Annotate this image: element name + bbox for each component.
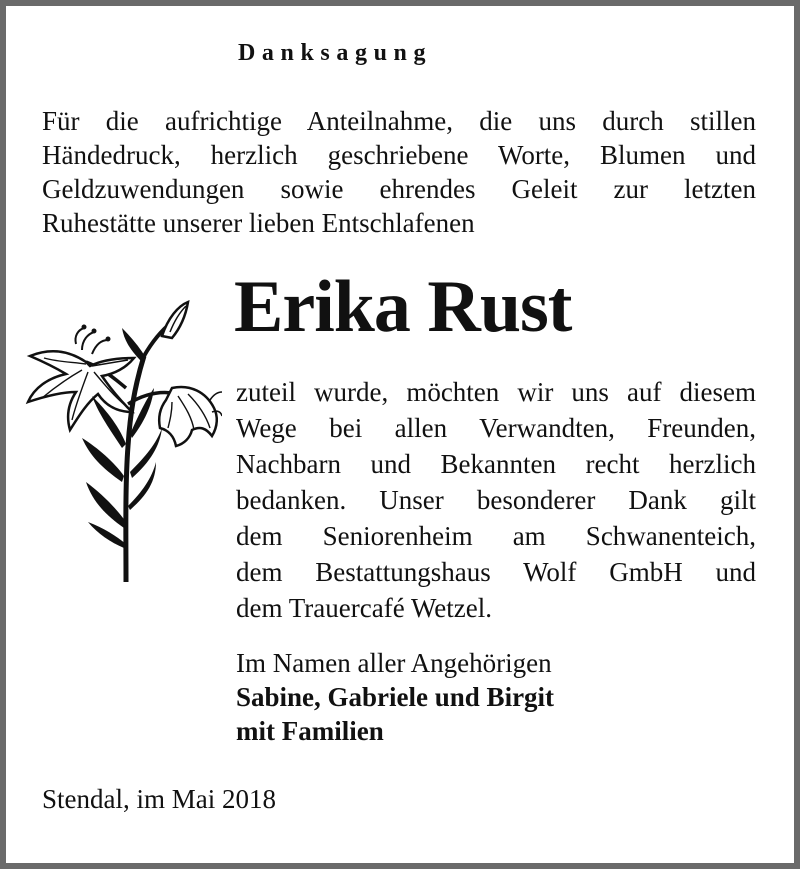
body-line: dem Seniorenheim am Schwanenteich, [236, 521, 756, 551]
body-line: dem Bestattungshaus Wolf GmbH und [236, 557, 756, 587]
intro-line: Geldzuwendungen sowie ehrendes Geleit zur letzten [42, 174, 756, 204]
lily-icon [22, 296, 222, 586]
intro-line: Ruhestätte unserer lieben Entschlafenen [42, 208, 475, 238]
signoff-preface: Im Namen aller Angehörigen [236, 648, 552, 678]
body-line: zuteil wurde, möchten wir uns auf diesem [236, 377, 756, 407]
place-date: Stendal, im Mai 2018 [42, 784, 276, 814]
body-line: dem Trauercafé Wetzel. [236, 593, 492, 623]
signoff-names: Sabine, Gabriele und Birgit [236, 682, 555, 712]
intro-line: Für die aufrichtige Anteilnahme, die uns durch stillen [42, 106, 756, 136]
body-line: Nachbarn und Bekannten recht herzlich [236, 449, 756, 479]
body-line: bedanken. Unser besonderer Dank gilt [236, 485, 756, 515]
body-line: Wege bei allen Verwandten, Freunden, [236, 413, 756, 443]
intro-line: Händedruck, herzlich geschriebene Worte, Blumen und [42, 140, 756, 170]
body-paragraph [236, 374, 756, 626]
heading-danksagung: Danksagung [238, 40, 433, 66]
signoff-block [236, 646, 554, 748]
signoff-families: mit Familien [236, 716, 384, 746]
deceased-name: Erika Rust [234, 266, 572, 348]
intro-paragraph [42, 104, 756, 240]
